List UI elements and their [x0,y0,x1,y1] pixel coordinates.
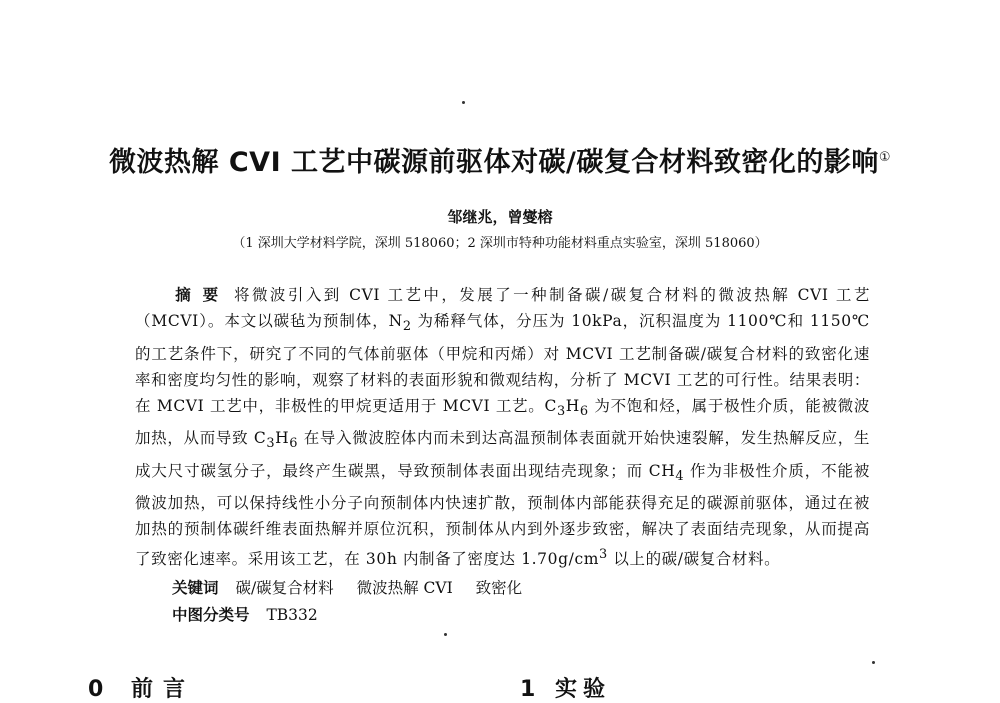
section-heading-introduction: 0 前言 [88,677,195,702]
abstract-text: H [275,429,290,448]
abstract-text: H [565,396,580,415]
author-list: 邹继兆，曾燮榕 [447,208,553,226]
scan-speck [872,661,875,664]
scan-speck [444,633,447,636]
paper-title [60,140,940,179]
superscript: 3 [599,547,608,563]
abstract-text: 将微波引入到 CVI 工艺中，发展了一种制备碳/碳复合材料的微波热解 CVI 工艺（MCVI）。本文以碳毡为预制体，N [135,286,870,331]
author-affiliation: （1 深圳大学材料学院，深圳 518060；2 深圳市特种功能材料重点实验室，深圳 518060） [232,236,768,251]
classification-value: TB332 [266,606,318,624]
keyword-item: 致密化 [475,579,523,597]
scan-speck [462,101,465,104]
subscript: 6 [289,436,299,452]
abstract-text: 作为非极性介质，不能被微波加热，可以保持线性小分子向预制体内快速扩散，预制体内部能获得充足的碳源前驱体，通过在被加热的预制体碳纤维表面热解并原位沉积，预制体从内到外逐步致密，解决了表面结壳现象，从而提高了致密化速率。采用该工艺，在 30h 内制备了密度达 1.70g/cm [135,461,870,569]
classification-label: 中图分类号 [172,606,250,624]
abstract-text: 为不饱和烃，属于极性介质，能被微波加热，从而导致 C [135,396,871,448]
subscript: 4 [675,468,685,484]
keywords-label: 关键词 [172,579,219,597]
classification-line [172,603,318,625]
section-heading-experiment: 1 实验 [520,677,611,702]
abstract-text: 在导入微波腔体内而未到达高温预制体表面就开始快速裂解，发生热解反应，生成大尺寸碳氢分子，最终产生碳黑，导致预制体表面出现结壳现象；而 CH [135,429,871,480]
title-footnote-mark: ① [878,150,892,165]
subscript: 3 [556,404,566,419]
keywords-line [172,576,540,598]
subscript: 6 [579,404,589,419]
subscript: 3 [266,436,276,452]
keyword-item: 微波热解 CVI [356,579,453,597]
abstract-text: 以上的碳/碳复合材料。 [607,550,781,569]
title-text: 微波热解 CVI 工艺中碳源前驱体对碳/碳复合材料致密化的影响 [108,147,879,178]
subscript: 2 [402,319,412,335]
keyword-item: 碳/碳复合材料 [235,579,334,597]
abstract-paragraph [135,282,870,573]
abstract-text: 为稀释气体，分压为 10kPa，沉积温度为 1100℃和 1150℃的工艺条件下，研究了不同的气体前驱体（甲烷和丙烯）对 MCVI 工艺制备碳/碳复合材料的致密化速率和密度均匀性的影响，观察了材料的表面形貌和微观结构，分析了 MCVI 工艺的可行性。结果表明：在 MCVI 工艺中，非极性的甲烷更适用于 MCVI 工艺。C [135,312,870,415]
abstract-label: 摘要 [175,286,231,304]
